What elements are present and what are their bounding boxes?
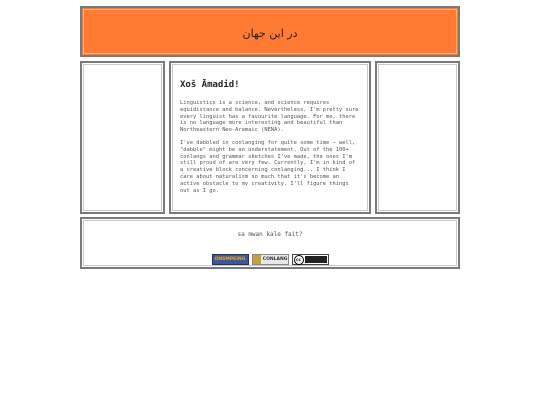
cc-icon: cc: [294, 255, 304, 265]
site-footer: [80, 217, 460, 269]
cc-license-icon: [305, 256, 327, 263]
conlang-paragraph: I've dabbled in conlanging for quite some time – well, "dabble" might be an understatement. Out of the 100+ conlangs and grammar sketches I've made, the ones I'm still proud of are very few. Currently, I'm in kind of a creative block concerning conlanging... I think I care about naturalism so much that it's become an active obstacle to my creativity. I'll figure things out as I go.: [180, 140, 356, 194]
site-header: [80, 6, 460, 57]
left-sidebar: [80, 61, 165, 214]
page-title: Xoš Āmadid!: [180, 80, 240, 90]
site-title: در این جهان: [242, 27, 298, 40]
main-content: [169, 61, 371, 214]
conlang-badge[interactable]: [252, 254, 289, 265]
conworld-badge[interactable]: [212, 254, 249, 265]
conlang-logo-icon: [253, 255, 261, 264]
right-sidebar: [375, 61, 460, 214]
intro-paragraph: Linguistics is a science, and science requires equidistance and balance. Nevertheless, I'm pretty sure every linguist has a favourite language. For me, there is no language more interesting and beautiful than Northeastern Neo-Aramaic (NENA).: [180, 100, 359, 134]
conlang-badge-label: CONLANG: [262, 257, 288, 262]
creative-commons-badge[interactable]: [292, 254, 329, 265]
footer-text: sa mwan kale fait?: [237, 231, 303, 238]
badge-row: [82, 254, 458, 265]
conworld-badge-label: ONSMPEING: [214, 257, 246, 262]
